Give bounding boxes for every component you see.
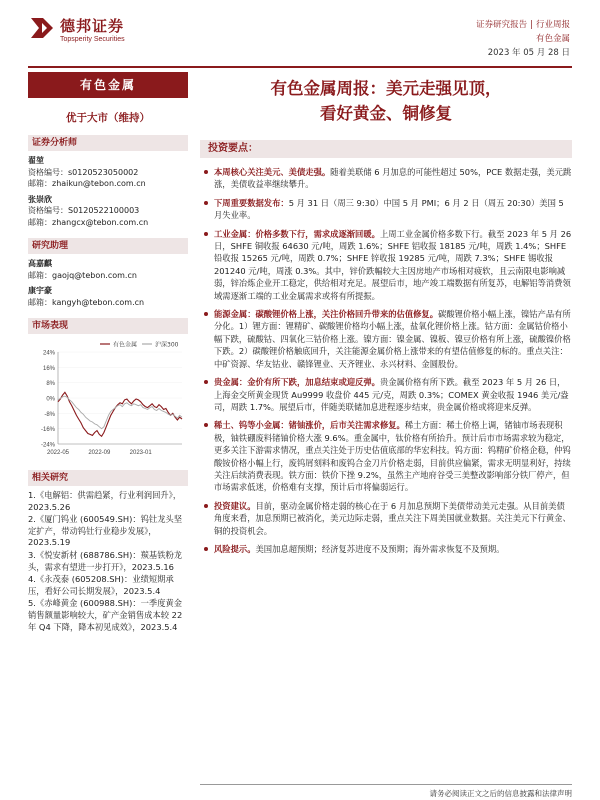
analyst-name: 翟堃 xyxy=(28,156,44,165)
key-point-body: 碳酸锂价格小幅上涨，镍钴产品有所分化。1）锂方面：锂精矿、碳酸锂价格均小幅上涨，盐氧化锂价格上涨。钴方面：金属钴价格小幅下跌，硫酸钴、四氧化三钴价格上涨。镍方面：镍金属、镍板、镍豆价格有所上涨，硫酸镍价格下跌。2）碳酸锂价格触底回升，关注能源金属价格上涨带来的有望估值修复的标的。重点关注：中矿资源、华友钴业、赣锋锂业、天齐锂业、永兴材料、金圆股份。 xyxy=(214,309,571,369)
logo-name-en: Topsperity Securities xyxy=(60,36,125,43)
key-points-heading: 投资要点： xyxy=(200,140,572,158)
bullet-dot-icon xyxy=(204,312,208,316)
y-tick-label: 8% xyxy=(46,381,55,388)
assistant-email xyxy=(28,297,188,309)
report-type: 证券研究报告 xyxy=(476,20,528,30)
assistant-name: 康宇豪 xyxy=(28,286,52,295)
email-address[interactable]: gaojq@tebon.com.cn xyxy=(52,270,137,280)
key-point-body: 上周工业金属价格多数下行。截至 2023 年 5 月 26 日，SHFE 铜收报 64630 元/吨，周跌 1.6%；SHFE 铝收报 18185 元/吨，周跌 1.4%；SHFE 铅收报 15265 元/吨，周跌 0.7%；SHFE 锌收报 19285 元/吨，周跌 7.3%；SHFE 锡收报 201240 元/吨，周涨 0.3%。其中，锌价跌幅较大主因房地产市场相对疲软，且云南限电影响减弱，锌冶炼企业开工稳定，供给相对充足。展望后市，地产竣工端数据有所复苏，电解铝等消费领域需逐渐工端的工业金属需求或将有所提振。 xyxy=(214,228,572,301)
related-item[interactable]: 5.《赤峰黄金 (600988.SH)：一季度黄金销售额量影响较大，矿产金销售成本较 22 年 Q4 下降，降本初见成效》，2023.5.4 xyxy=(28,598,183,632)
key-point-item xyxy=(200,197,572,222)
rating: 优于大市（维持） xyxy=(66,112,150,124)
key-point-lead: 能源金属：碳酸锂价格上涨，关注价格回升带来的估值修复。 xyxy=(214,309,439,320)
header-separator: | xyxy=(530,20,533,30)
key-point-item xyxy=(200,419,572,493)
sector-label: 有色金属 xyxy=(28,72,188,98)
key-point-item xyxy=(200,500,572,537)
bullet-dot-icon xyxy=(204,504,208,508)
cert-number: S0120522100003 xyxy=(68,206,140,215)
market-chart-svg xyxy=(28,338,188,460)
y-tick-label: -24% xyxy=(40,442,55,449)
assistant-card xyxy=(28,258,188,281)
key-point-item xyxy=(200,228,572,302)
report-title xyxy=(200,76,572,126)
key-point-lead: 本周核心关注美元、美债走强。 xyxy=(214,167,331,177)
market-chart xyxy=(28,338,188,460)
title-line-2: 看好黄金、铜修复 xyxy=(320,104,452,123)
analyst-email xyxy=(28,217,188,229)
related-item[interactable]: 2.《厦门钨业 (600549.SH)：钨钍龙头坚定扩产，带动钨钍行业稳步发展》，2023.5.19 xyxy=(28,514,183,548)
footer-disclaimer: 请务必阅读正文之后的信息披露和法律声明 xyxy=(429,789,572,798)
email-label: 邮箱： xyxy=(28,217,52,227)
title-line-1: 有色金属周报：美元走强见顶， xyxy=(270,79,502,98)
company-logo xyxy=(28,14,168,50)
related-heading: 相关研究 xyxy=(28,470,188,486)
footer-divider xyxy=(200,784,572,785)
related-item[interactable]: 4.《永茂泰 (605208.SH)：业绩短期承压，看好公司长期发展》，2023.5.4 xyxy=(28,574,174,596)
key-point-lead: 风险提示。 xyxy=(214,543,256,554)
sidebar xyxy=(28,72,188,634)
email-label: 邮箱： xyxy=(28,270,52,280)
analyst-email xyxy=(28,178,188,190)
key-point-item xyxy=(200,166,572,191)
assistant-name: 高嘉麒 xyxy=(28,259,52,268)
report-sector: 有色金属 xyxy=(535,34,570,44)
cert-number: s0120523050002 xyxy=(68,167,139,177)
email-label: 邮箱： xyxy=(28,297,52,307)
related-item[interactable]: 1.《电解铝：供需趋紧，行业利润回升》，2023.5.26 xyxy=(28,490,182,512)
analyst-name: 张崇欣 xyxy=(28,194,52,204)
y-tick-label: 24% xyxy=(42,350,55,357)
key-point-body: 目前，驱动金属价格走弱的核心在于 6 月加息预期下美债带动美元走强。从目前美债角度来看，加息预期已被消化，美元边际走弱，重点关注下周美国就业数据。关注美元下行黄金、铜的投资机会。 xyxy=(214,500,571,536)
key-point-body: 随着美联储 6 月加息的可能性超过 50%，PCE 数据走强，美元跳涨，美债收益率继续攀升。 xyxy=(214,167,572,190)
bullet-dot-icon xyxy=(204,547,208,551)
email-address[interactable]: kangyh@tebon.com.cn xyxy=(52,297,145,307)
analyst-cert xyxy=(28,167,188,179)
bullet-dot-icon xyxy=(204,423,208,427)
report-category: 行业周报 xyxy=(535,20,570,30)
y-tick-label: 0% xyxy=(46,396,55,403)
series-line-sector xyxy=(58,392,182,436)
bullet-dot-icon xyxy=(204,201,208,205)
related-list xyxy=(28,490,188,633)
y-tick-label: 16% xyxy=(42,365,55,372)
related-item[interactable]: 3.《悦安新材 (688786.SH)：羰基铁粉龙头，需求有望进一步打开》，2023.5.16 xyxy=(28,549,183,572)
header-divider xyxy=(28,66,572,68)
email-address[interactable]: zhangcx@tebon.com.cn xyxy=(52,217,149,227)
y-tick-label: -8% xyxy=(44,411,55,418)
key-point-item xyxy=(200,308,572,370)
x-tick-label: 2023-01 xyxy=(129,450,152,456)
cert-label: 资格编号： xyxy=(28,167,68,177)
x-tick-label: 2022-09 xyxy=(88,450,111,456)
market-heading: 市场表现 xyxy=(28,318,188,334)
series-line-hs300 xyxy=(58,396,182,429)
key-point-lead: 工业金属：价格多数下行，需求成逐渐回暖。 xyxy=(214,228,380,239)
legend-label: 有色金属 xyxy=(113,341,138,349)
x-tick-label: 2022-05 xyxy=(46,450,70,456)
key-point-lead: 投资建议。 xyxy=(214,500,256,511)
key-point-body: 美国加息超预期；经济复苏进度不及预期；海外需求恢复不及预期。 xyxy=(255,543,505,554)
y-tick-label: -16% xyxy=(40,427,55,434)
key-points-list xyxy=(200,166,572,561)
key-point-body: 稀土方面：稀土价格上调，锗铀市场表现积极，铀铁硼废料锗铀价格大涨 9.6%。重金属中，钛价格有所抬升。预计后市市场需求较为稳定，更多关注下游需求情况，重点关注处于历史估值底部的华宏科技。钨方面：钨精矿价格企稳，仲钨酸铵价格小幅上行，废钨屑刻料和废钨合金刀片价格走弱，目前供应偏紧，需求无明显利好，持续关注后续消费表现。铁方面：铁价下挫 9.2%，虽然主产地府谷受三美整改影响部分铁厂停产，但市场需求低迷，价格难有支撑，预计后市将偏弱运行。 xyxy=(214,420,571,493)
key-point-body: 贵金属价格有所下跌。截至 2023 年 5 月 26 日，上海金交所黄金现货 Au9999 收盘价 445 元/克，周跌 0.3%；COMEX 黄金收报 1946 美元/盎司，周跌 1.7%。展望后市，伴随美联储加息进程逐步结束，贵金属价格或将迎来反弹。 xyxy=(214,377,569,412)
key-point-lead: 下周重要数据发布： xyxy=(214,197,289,208)
key-point-lead: 稀土、钨等小金属：锗铀涨价，后市关注需求修复。 xyxy=(214,420,405,431)
analyst-card xyxy=(28,194,188,229)
logo-mark-icon xyxy=(28,14,56,42)
bullet-dot-icon xyxy=(204,232,208,236)
key-point-item xyxy=(200,376,572,413)
email-label: 邮箱： xyxy=(28,179,52,188)
email-address[interactable]: zhaikun@tebon.com.cn xyxy=(52,179,146,188)
bullet-dot-icon xyxy=(204,380,208,384)
assistant-card xyxy=(28,285,188,308)
assistants-heading: 研究助理 xyxy=(28,238,188,254)
analyst-cert xyxy=(28,205,188,217)
logo-name-cn: 德邦证券 xyxy=(60,17,125,35)
cert-label: 资格编号： xyxy=(28,206,68,215)
key-point-item xyxy=(200,543,572,555)
bullet-dot-icon xyxy=(204,170,208,174)
key-point-lead: 贵金属：金价有所下跌，加息结束或迎反弹。 xyxy=(214,377,380,388)
analysts-heading: 证券分析师 xyxy=(28,135,188,151)
report-header-line xyxy=(476,18,570,32)
key-point-body: 5 月 31 日（周三 9:30）中国 5 月 PMI；6 月 2 日（周五 20:30）美国 5 月失业率。 xyxy=(214,197,564,221)
legend-label: 沪深300 xyxy=(155,341,179,349)
analyst-card xyxy=(28,155,188,190)
report-date: 2023 年 05 月 28 日 xyxy=(487,48,570,58)
report-header-meta xyxy=(476,18,570,60)
assistant-email xyxy=(28,270,188,282)
